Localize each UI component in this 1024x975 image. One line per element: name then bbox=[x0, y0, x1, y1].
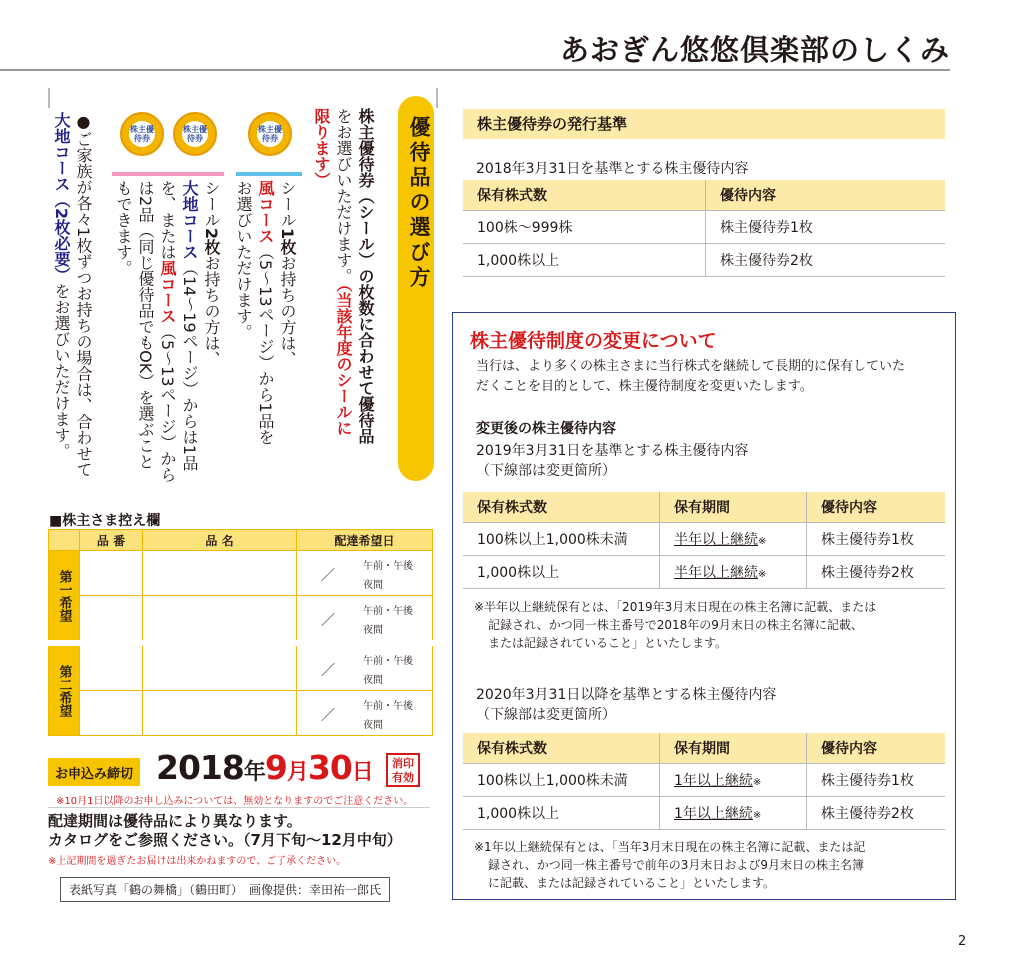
after-change-title: 変更後の株主優待内容 bbox=[476, 421, 616, 437]
sticker-badge-3 bbox=[120, 112, 164, 156]
delivery-date-field[interactable]: ／ 午前・午後 夜間 bbox=[297, 643, 433, 691]
daichi-course-2sheets: 大地コース（2枚必要） bbox=[52, 112, 71, 284]
aogin-logo-icon: 株主優待券 bbox=[257, 121, 283, 147]
header-delivery-date: 配達希望日 bbox=[297, 530, 433, 551]
header-item-name: 品 名 bbox=[143, 530, 297, 551]
course1-count: 1枚 bbox=[278, 228, 297, 256]
badge-1-bar bbox=[236, 172, 302, 176]
header-divider bbox=[0, 69, 950, 71]
sticker-badge-2 bbox=[173, 112, 217, 156]
header-shares: 保有株式数 bbox=[463, 180, 706, 211]
section-title: 優待品の選び方 bbox=[407, 116, 431, 291]
course2-text: シール2枚お持ちの方は、 大地コース（14～19ページ）からは1品 を、または風コース（5～13ページ）から は2品（同じ優待品でもOK）を選ぶこと もできます。 bbox=[114, 180, 221, 483]
delivery-notice: 配達期間は優待品により異なります。 カタログをご参照ください。（7月下旬～12月中旬） bbox=[48, 812, 402, 849]
delivery-date-field[interactable]: ／ 午前・午後 夜間 bbox=[297, 551, 433, 596]
header-item-number: 品 番 bbox=[80, 530, 143, 551]
issuance-table bbox=[463, 180, 945, 277]
sticker-badge-1 bbox=[248, 112, 292, 156]
change-title: 株主優待制度の変更について bbox=[470, 330, 717, 352]
table-row: 100株以上1,000株未満 半年以上継続※ 株主優待券1枚 bbox=[463, 523, 945, 556]
issuance-title: 株主優待券の発行基準 bbox=[463, 109, 945, 139]
first-choice-label: 第一希望 bbox=[49, 551, 80, 644]
deadline-date: 2018年9月30日 bbox=[156, 748, 373, 787]
table-2019: 保有株式数 保有期間 優待内容 100株以上1,000株未満 半年以上継続※ 株主優待券1枚 1,000株以上 半年以上継続※ 株主優待券2枚 bbox=[463, 492, 945, 589]
deadline-note: ※10月1日以降のお申し込みについては、無効となりますのでご注意ください。 bbox=[56, 796, 414, 807]
caption-2020: 2020年3月31日以降を基準とする株主優待内容 bbox=[476, 687, 777, 703]
aogin-logo-icon: 株主優待券 bbox=[182, 121, 208, 147]
section-bracket-left bbox=[48, 88, 50, 108]
caption-2019: 2019年3月31日を基準とする株主優待内容 bbox=[476, 443, 749, 459]
divider bbox=[48, 807, 430, 808]
item-number-field[interactable] bbox=[80, 551, 143, 596]
deadline-label: お申込み締切 bbox=[48, 758, 140, 786]
item-number-field[interactable] bbox=[80, 596, 143, 644]
table-row: 100株～999株 株主優待券1枚 bbox=[463, 211, 945, 244]
item-name-field[interactable] bbox=[143, 643, 297, 691]
section-bracket-right bbox=[436, 88, 438, 108]
postmark-valid-seal: 消印 有効 bbox=[386, 753, 420, 787]
delivery-date-field[interactable]: ／ 午前・午後 夜間 bbox=[297, 691, 433, 736]
memo-table bbox=[48, 529, 433, 736]
intro-line2: をお選びいただけます。 bbox=[334, 108, 353, 284]
photo-credit: 表紙写真「鶴の舞橋」（鶴田町） 画像提供：幸田祐一郎氏 bbox=[60, 877, 390, 902]
intro-note-end: 限ります） bbox=[312, 108, 331, 188]
family-text: ●ご家族が各々1枚ずつお持ちの場合は、合わせて 大地コース（2枚必要）をお選びいただけます。 bbox=[52, 112, 93, 478]
item-name-field[interactable] bbox=[143, 691, 297, 736]
delivery-date-field[interactable]: ／ 午前・午後 夜間 bbox=[297, 596, 433, 644]
table-row: 1,000株以上 株主優待券2枚 bbox=[463, 244, 945, 277]
table-row: 1,000株以上 半年以上継続※ 株主優待券2枚 bbox=[463, 556, 945, 589]
kaze-course-label: 風コース bbox=[256, 180, 275, 244]
page-title: あおぎん悠悠倶楽部のしくみ bbox=[559, 33, 950, 67]
header-benefit: 優待内容 bbox=[706, 180, 946, 211]
second-choice-label: 第二希望 bbox=[49, 643, 80, 736]
intro-text bbox=[310, 108, 376, 488]
table-row: 100株以上1,000株未満 1年以上継続※ 株主優待券1枚 bbox=[463, 764, 945, 797]
course1-text: シール1枚お持ちの方は、 風コース（5～13ページ）から1品を お選びいただけます。 bbox=[234, 180, 297, 445]
intro-note: （当該年度のシールに bbox=[334, 284, 353, 436]
sub-2019: （下線部は変更箇所） bbox=[476, 463, 616, 479]
table-row: 1,000株以上 1年以上継続※ 株主優待券2枚 bbox=[463, 797, 945, 830]
delivery-warning: ※上記期間を過ぎたお届けは出来かねますので、ご了承ください。 bbox=[48, 856, 347, 867]
aogin-logo-icon: 株主優待券 bbox=[129, 121, 155, 147]
item-name-field[interactable] bbox=[143, 596, 297, 644]
page-number: 2 bbox=[958, 934, 967, 949]
issuance-caption: 2018年3月31日を基準とする株主優待内容 bbox=[476, 161, 749, 177]
badge-2-bar bbox=[112, 172, 224, 176]
note-2020: ※1年以上継続保有とは、「当年3月末日現在の株主名簿に記載、または記 録され、かつ同一株主番号で前年の3月末日および9月末日の株主名簿 に記載、または記録されていること」といたします。 bbox=[474, 840, 866, 890]
item-name-field[interactable] bbox=[143, 551, 297, 596]
sub-2020: （下線部は変更箇所） bbox=[476, 707, 616, 723]
daichi-course-label: 大地コース bbox=[180, 180, 199, 260]
course2-count: 2枚 bbox=[202, 228, 221, 256]
item-number-field[interactable] bbox=[80, 643, 143, 691]
memo-title: ■株主さま控え欄 bbox=[49, 513, 161, 529]
table-2020: 保有株式数 保有期間 優待内容 100株以上1,000株未満 1年以上継続※ 株主優待券1枚 1,000株以上 1年以上継続※ 株主優待券2枚 bbox=[463, 733, 945, 830]
change-intro: 当行は、より多くの株主さまに当行株式を継続して長期的に保有していた だくことを目的として、株主優待制度を変更いたします。 bbox=[476, 359, 906, 394]
intro-line1: 株主優待券（シール）の枚数に合わせて優待品 bbox=[356, 108, 375, 444]
note-2019: ※半年以上継続保有とは、「2019年3月末日現在の株主名簿に記載、または 記録され、かつ同一株主番号で2018年の9月末日の株主名簿に記載、 または記録されていること」といたします。 bbox=[474, 600, 877, 650]
item-number-field[interactable] bbox=[80, 691, 143, 736]
